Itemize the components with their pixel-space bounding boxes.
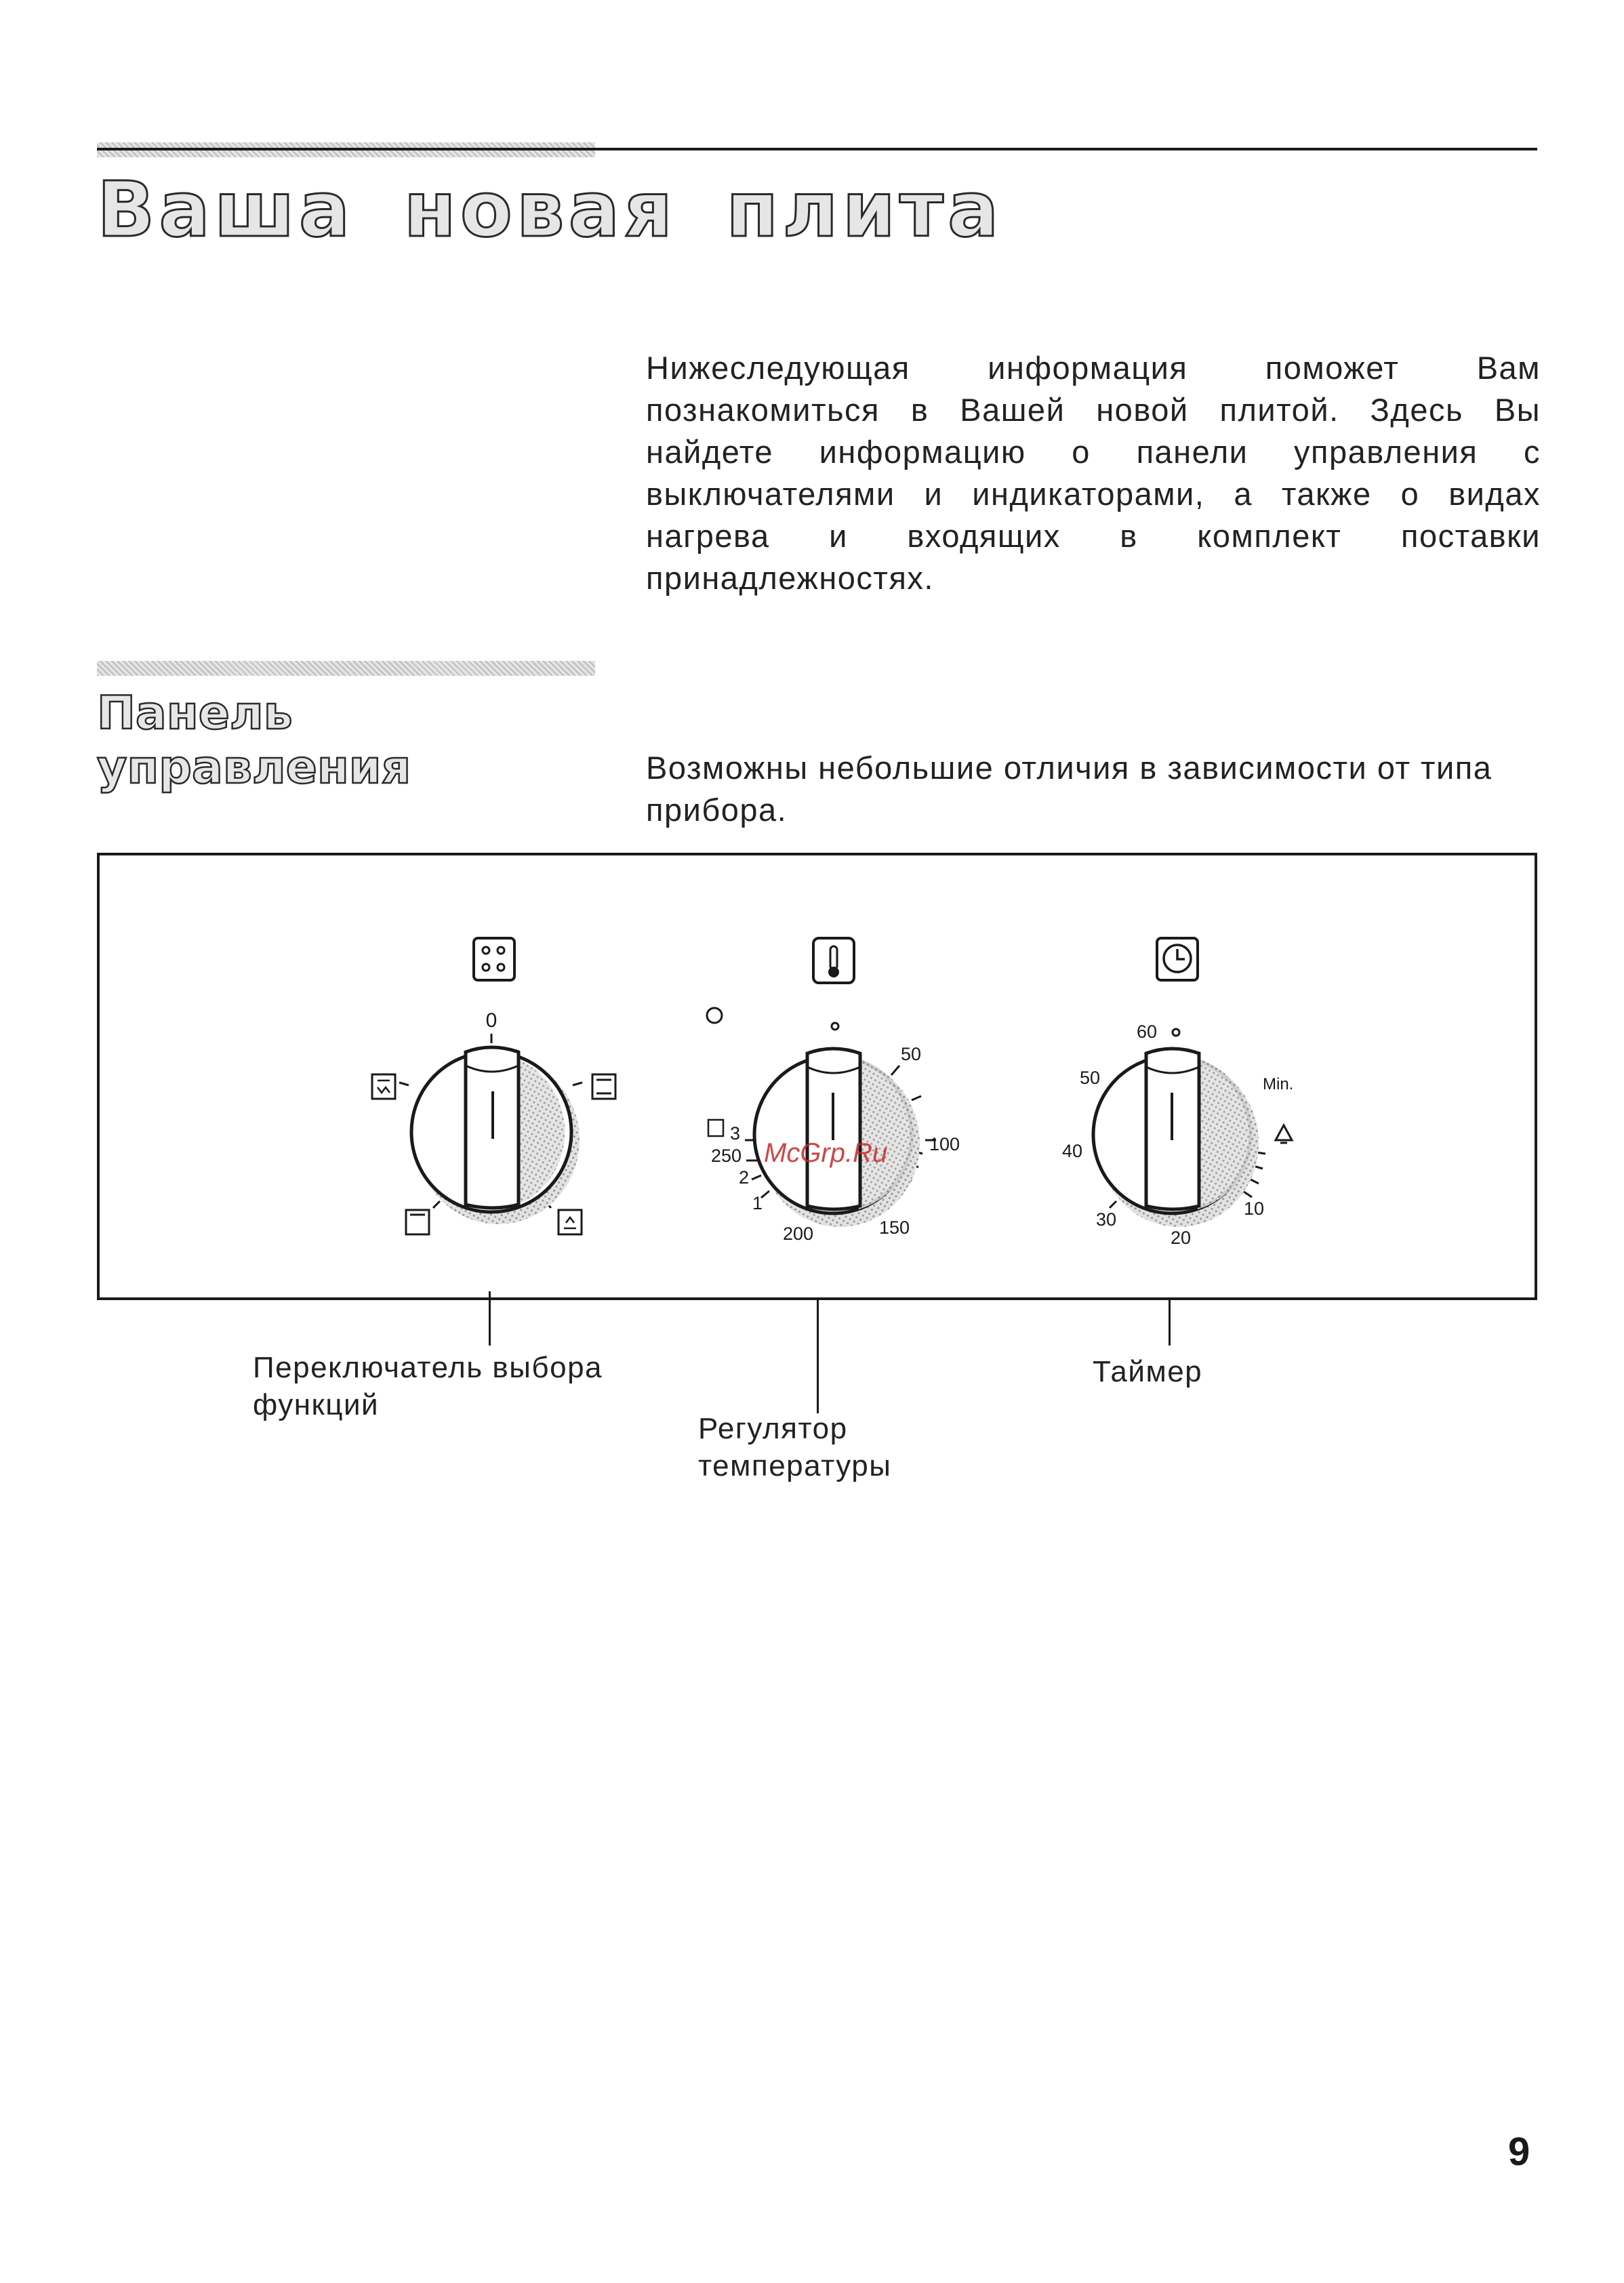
timer-label-30: 30 bbox=[1096, 1209, 1117, 1230]
grill-label-3: 3 bbox=[730, 1123, 741, 1144]
control-panel-diagram bbox=[97, 853, 1537, 1300]
timer-caption: Таймер bbox=[1093, 1355, 1203, 1388]
timer-min-label: Min. bbox=[1263, 1075, 1294, 1093]
temperature-indicator-light bbox=[707, 1008, 722, 1023]
page-number: 9 bbox=[1508, 2130, 1530, 2174]
timer-label-40: 40 bbox=[1062, 1141, 1083, 1161]
timer-label-60: 60 bbox=[1137, 1022, 1158, 1042]
function-selector-leader bbox=[489, 1291, 491, 1346]
header-rule bbox=[97, 148, 1537, 150]
timer-label-10: 10 bbox=[1244, 1198, 1265, 1219]
timer-label-20: 20 bbox=[1171, 1228, 1192, 1248]
grill-label-2: 2 bbox=[739, 1167, 750, 1188]
timer-label-50: 50 bbox=[1080, 1068, 1101, 1088]
temperature-caption-line1: Регулятор bbox=[698, 1412, 848, 1445]
temp-label-250: 250 bbox=[711, 1146, 742, 1166]
bell-icon bbox=[1276, 1125, 1292, 1143]
temp-label-150: 150 bbox=[879, 1217, 910, 1238]
clock-icon bbox=[1157, 938, 1198, 980]
temperature-caption-line2: температуры bbox=[698, 1449, 892, 1482]
timer-leader bbox=[1169, 1298, 1171, 1346]
grill-mode-icon bbox=[372, 1074, 395, 1099]
page-title: Ваша новая плита bbox=[97, 166, 1003, 254]
temp-label-50: 50 bbox=[901, 1044, 922, 1064]
temperature-leader bbox=[817, 1298, 819, 1413]
watermark: McGrp.Ru bbox=[764, 1138, 888, 1168]
intro-paragraph: Нижеследующая информация поможет Вам познакомиться в Вашей новой плитой. Здесь Вы найдете информацию о панели управления с выключателями и индикаторами, а также о видах нагрева и входящих в комплект поставки принадлежностях. bbox=[646, 350, 1541, 596]
fan-grill-icon bbox=[559, 1210, 582, 1234]
temperature-knob[interactable] bbox=[707, 938, 960, 1244]
function-zero-label: 0 bbox=[485, 1009, 498, 1032]
top-bottom-heat-icon bbox=[592, 1074, 615, 1099]
section-title-line2: управления bbox=[97, 741, 411, 794]
grill-small-icon bbox=[708, 1120, 723, 1136]
function-selector-caption-line2: функций bbox=[253, 1388, 380, 1421]
function-selector-knob[interactable] bbox=[372, 938, 615, 1234]
temp-label-100: 100 bbox=[929, 1134, 960, 1154]
temp-label-200: 200 bbox=[783, 1224, 814, 1244]
section-note: Возможны небольшие отличия в зависимости от типа прибора. bbox=[646, 750, 1493, 828]
bottom-heat-icon bbox=[406, 1210, 429, 1234]
grill-label-1: 1 bbox=[752, 1193, 763, 1213]
hotplates-icon bbox=[474, 938, 514, 980]
thermometer-icon bbox=[813, 938, 854, 983]
timer-knob[interactable] bbox=[1062, 938, 1293, 1248]
section-title-line1: Панель bbox=[97, 687, 293, 740]
function-selector-caption-line1: Переключатель выбора bbox=[253, 1351, 603, 1384]
section-hatch-band bbox=[97, 661, 595, 676]
